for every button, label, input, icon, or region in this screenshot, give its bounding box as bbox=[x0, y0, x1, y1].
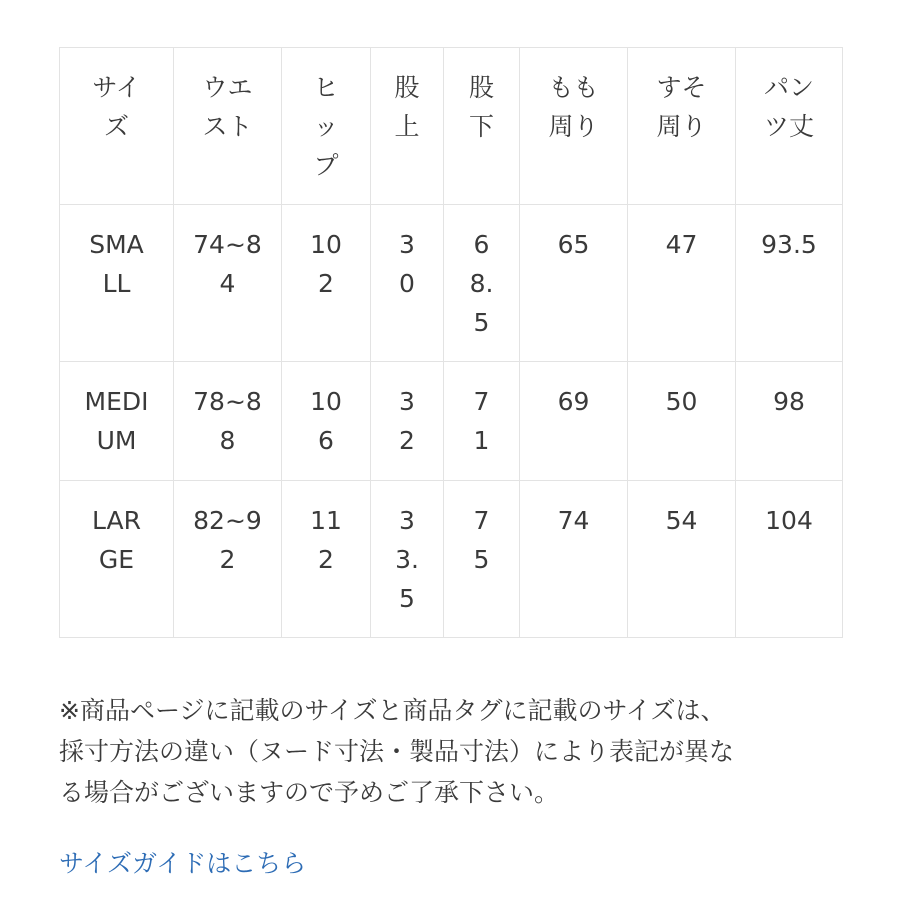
table-cell: 104 bbox=[736, 481, 843, 638]
table-row bbox=[60, 481, 843, 638]
table-cell: MEDI UM bbox=[60, 362, 174, 481]
table-cell: 3 0 bbox=[371, 205, 444, 362]
table-cell: 74 bbox=[520, 481, 628, 638]
table-cell: 65 bbox=[520, 205, 628, 362]
table-cell: 54 bbox=[628, 481, 736, 638]
table-cell: LAR GE bbox=[60, 481, 174, 638]
header-cell-inseam: 股 下 bbox=[444, 48, 520, 205]
table-header-row bbox=[60, 48, 843, 205]
table-cell: 69 bbox=[520, 362, 628, 481]
table-cell: 3 2 bbox=[371, 362, 444, 481]
table-row bbox=[60, 205, 843, 362]
table-cell: 82~9 2 bbox=[174, 481, 282, 638]
table-cell: 10 2 bbox=[282, 205, 371, 362]
table-cell: 78~8 8 bbox=[174, 362, 282, 481]
table-cell: 50 bbox=[628, 362, 736, 481]
header-cell-thigh: もも 周り bbox=[520, 48, 628, 205]
header-cell-hip: ヒ ッ プ bbox=[282, 48, 371, 205]
size-disclaimer-note: ※商品ページに記載のサイズと商品タグに記載のサイズは、 採寸方法の違い（ヌード寸法・製品寸法）により表記が異な る場合がございますので予めご了承下さい。 bbox=[59, 696, 735, 807]
header-cell-length: パン ツ丈 bbox=[736, 48, 843, 205]
table-cell: 7 1 bbox=[444, 362, 520, 481]
header-cell-size: サイ ズ bbox=[60, 48, 174, 205]
table-cell: 10 6 bbox=[282, 362, 371, 481]
table-cell: SMA LL bbox=[60, 205, 174, 362]
table-cell: 7 5 bbox=[444, 481, 520, 638]
size-guide-link[interactable]: サイズガイドはこちら bbox=[59, 849, 307, 878]
table-cell: 74~8 4 bbox=[174, 205, 282, 362]
table-cell: 6 8. 5 bbox=[444, 205, 520, 362]
table-cell: 98 bbox=[736, 362, 843, 481]
table-cell: 47 bbox=[628, 205, 736, 362]
table-cell: 93.5 bbox=[736, 205, 843, 362]
header-cell-hem: すそ 周り bbox=[628, 48, 736, 205]
header-cell-rise: 股 上 bbox=[371, 48, 444, 205]
size-table bbox=[59, 47, 843, 638]
table-row bbox=[60, 362, 843, 481]
table-cell: 3 3. 5 bbox=[371, 481, 444, 638]
header-cell-waist: ウエ スト bbox=[174, 48, 282, 205]
table-cell: 11 2 bbox=[282, 481, 371, 638]
